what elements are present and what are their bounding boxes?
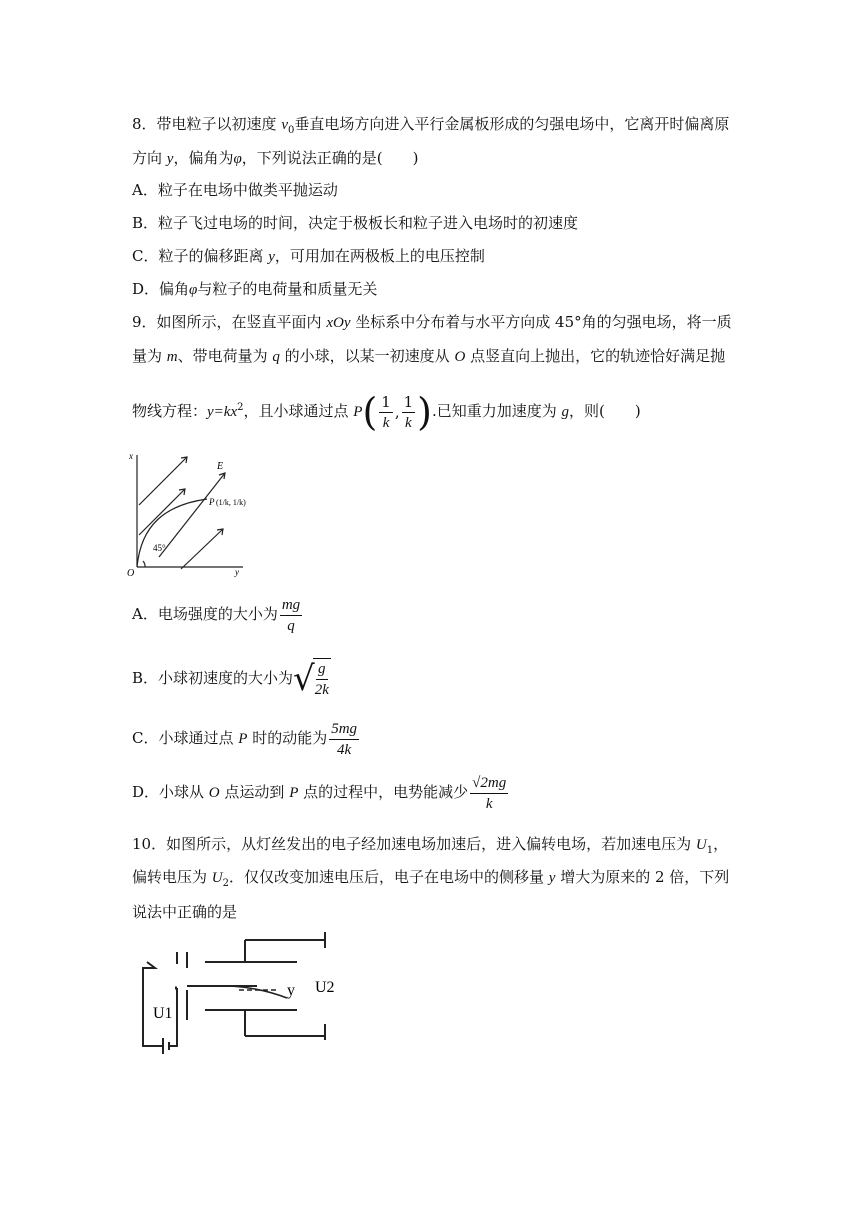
point-label: P — [209, 497, 215, 507]
q8-text: C．粒子的偏移距离 — [132, 247, 269, 265]
q8-text: 方向 — [132, 149, 167, 167]
equation: y=kx — [207, 404, 238, 420]
point-coordinate-label: (1/k, 1/k) — [216, 498, 246, 507]
q8-option-a: A．粒子在电场中做类平抛运动 — [132, 181, 338, 199]
q9-option-b — [132, 656, 333, 701]
numerator: 1 — [403, 392, 414, 411]
q9-text: 9．如图所示，在竖直平面内 — [132, 313, 327, 331]
origin-label: O — [127, 568, 135, 577]
u1-symbol: U — [695, 837, 707, 853]
option-text: D．小球从 — [132, 783, 209, 801]
sqrt-expression — [293, 657, 333, 701]
q10-stem-line2 — [132, 867, 729, 894]
q9-option-a — [132, 592, 304, 636]
exponent: 2 — [237, 402, 244, 413]
q9-stem-line2 — [132, 346, 725, 367]
q8-text: D．偏角 — [132, 280, 190, 298]
q8-option-d — [132, 279, 377, 300]
q10-text: 10．如图所示，从灯丝发出的电子经加速电场加速后，进入偏转电场，若加速电压为 — [132, 835, 696, 853]
fraction-mg-over-q — [280, 595, 302, 636]
q8-text: ，下列说法正确的是( ) — [241, 149, 419, 167]
q10-deflection-figure — [135, 928, 345, 1058]
q8-text: 8．带电粒子以初速度 — [132, 115, 282, 133]
denominator: q — [287, 617, 295, 634]
denominator: k — [405, 414, 412, 431]
circuit-wire — [143, 962, 163, 1046]
y-symbol: y — [166, 151, 174, 167]
numerator: √2mg — [470, 773, 508, 794]
q9-text: 的小球，以某一初速度从 — [279, 347, 455, 365]
q9-text: 点竖直向上抛出，它的轨迹恰好满足抛 — [465, 347, 726, 365]
fraction-1-over-k — [379, 392, 393, 433]
q8-text: ，偏角为 — [173, 149, 234, 167]
sqrt-sign: √ — [293, 659, 315, 699]
phi-symbol: φ — [189, 282, 198, 298]
option-text: A．电场强度的大小为 — [132, 605, 278, 623]
denominator: k — [485, 795, 493, 812]
numerator: g — [316, 659, 328, 680]
u1-subscript: 1 — [706, 845, 714, 856]
q-symbol: q — [272, 349, 280, 365]
numerator: 5mg — [329, 719, 359, 740]
numerator: mg — [280, 595, 302, 616]
q10-stem-line1 — [132, 834, 728, 861]
numerator: 1 — [381, 392, 391, 411]
m-symbol: m — [166, 349, 178, 365]
option-text: B．小球初速度的大小为 — [132, 669, 294, 687]
field-label: E — [217, 461, 224, 472]
u1-label: U1 — [153, 1005, 173, 1022]
p-symbol: P — [238, 731, 248, 747]
q10-text: ， — [713, 835, 729, 853]
field-line — [139, 489, 185, 535]
o-symbol: O — [454, 349, 466, 365]
right-paren: ) — [417, 390, 432, 434]
option-text: 点的过程中，电势能减少 — [298, 783, 469, 801]
phi-symbol: φ — [233, 151, 242, 167]
xoy-symbol: xOy — [326, 315, 351, 331]
deflected-path — [231, 986, 287, 998]
fraction-5mg-over-4k — [329, 719, 359, 760]
q9-stem-line1 — [132, 312, 732, 333]
y-symbol: y — [548, 870, 556, 886]
field-line — [181, 529, 223, 569]
comma: , — [394, 403, 400, 421]
y-symbol: y — [268, 249, 275, 265]
q8-text: ，可用加在两极板上的电压控制 — [274, 247, 485, 265]
angle-arc — [143, 561, 145, 567]
horizontal-axis-label: y — [235, 567, 239, 577]
q9-option-c — [132, 716, 361, 761]
q9-field-figure — [125, 447, 265, 577]
q9-text: ，且小球通过点 — [243, 402, 354, 420]
circuit-wire — [169, 1018, 177, 1046]
q10-stem-line3: 说法中正确的是 — [132, 903, 238, 921]
p-symbol: P — [289, 785, 299, 801]
field-line — [159, 473, 225, 557]
left-paren: ( — [362, 390, 378, 434]
option-text: 时的动能为 — [247, 729, 328, 747]
vertical-axis-label: x — [129, 451, 133, 461]
q9-text: 量为 — [132, 347, 167, 365]
q8-text: 垂直电场方向进入平行金属板形成的匀强电场中，它离开时偏离原 — [294, 115, 730, 133]
q10-text: ．仅仅改变加速电压后，电子在电场中的侧移量 — [229, 868, 549, 886]
q10-text: 偏转电压为 — [132, 868, 212, 886]
q9-text: .已知重力加速度为 — [431, 402, 562, 420]
p-symbol: P — [353, 404, 363, 420]
q8-stem-line2 — [132, 148, 419, 169]
o-symbol: O — [208, 785, 220, 801]
fraction-g-over-2k — [313, 658, 331, 700]
fraction-1-over-k — [402, 392, 416, 433]
denominator: 4k — [337, 741, 352, 758]
u2-label: U2 — [315, 979, 335, 996]
q9-text: ，则( ) — [569, 402, 641, 420]
q8-stem-line1 — [132, 114, 729, 141]
option-text: C．小球通过点 — [132, 729, 239, 747]
q9-text: 物线方程： — [132, 402, 208, 420]
denominator: 2k — [314, 682, 329, 698]
g-symbol: g — [561, 404, 570, 420]
denominator: k — [382, 414, 390, 431]
point-coordinates — [362, 392, 432, 433]
u2-symbol: U — [211, 870, 223, 886]
option-text: 点运动到 — [219, 783, 290, 801]
angle-label: 45° — [153, 543, 166, 553]
u2-subscript: 2 — [222, 878, 229, 889]
q8-text: 与粒子的电荷量和质量无关 — [197, 280, 378, 298]
q8-option-b: B．粒子飞过电场的时间，决定于极板长和粒子进入电场时的初速度 — [132, 214, 579, 232]
v0-subscript: 0 — [287, 125, 295, 136]
y-label: y — [287, 982, 295, 999]
q9-stem-line3 — [132, 388, 641, 433]
q9-text: 、带电荷量为 — [177, 347, 273, 365]
q9-option-d — [132, 770, 510, 815]
q10-text: 增大为原来的 2 倍，下列 — [555, 868, 730, 886]
v0-symbol: v — [281, 117, 288, 133]
q9-text: 坐标系中分布着与水平方向成 45°角的匀强电场，将一质 — [350, 313, 732, 331]
q8-option-c — [132, 246, 485, 267]
fraction-sqrt2mg-over-k — [470, 773, 508, 814]
field-line — [139, 457, 187, 505]
